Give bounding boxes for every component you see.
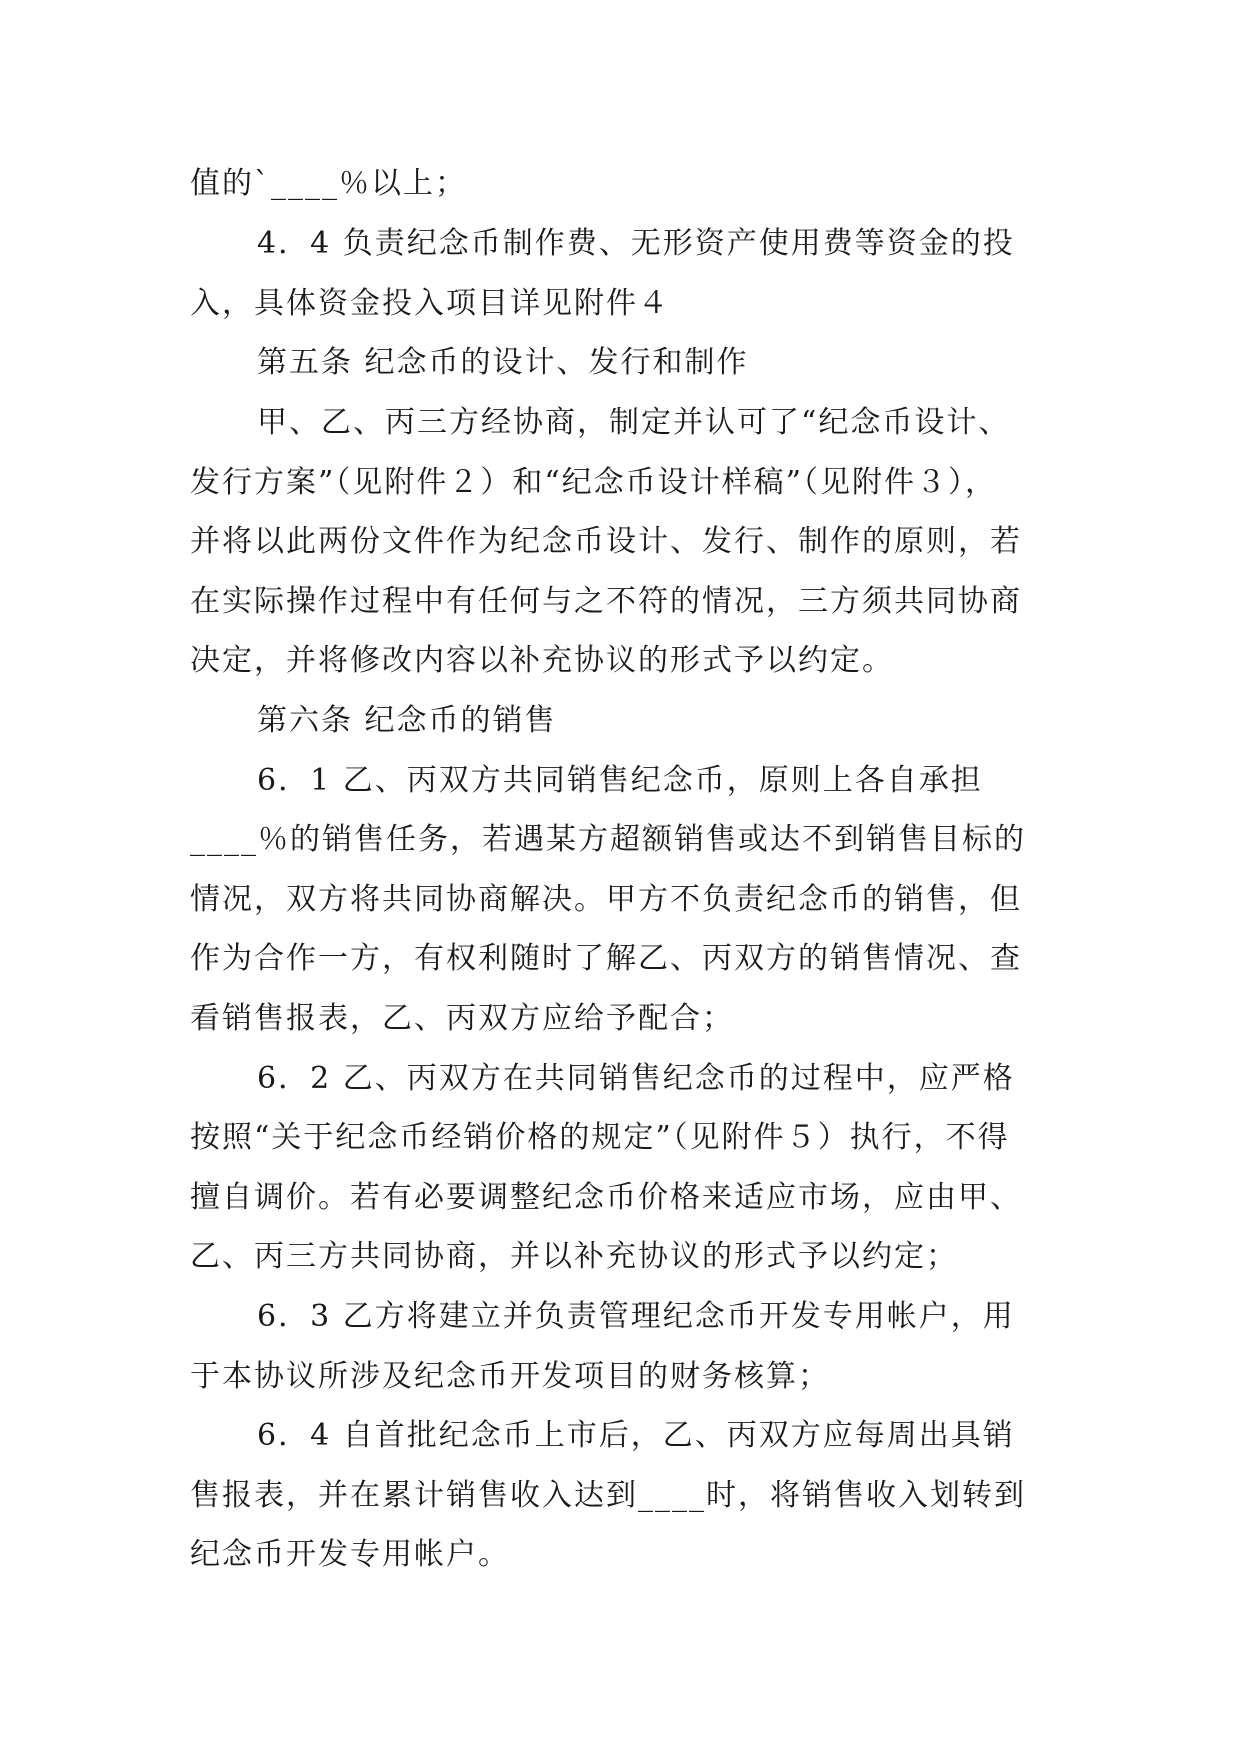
text-line: 值的`____％以上；: [190, 166, 467, 201]
text-line: 看销售报表，乙、丙双方应给予配合；: [190, 1001, 734, 1036]
text-line: 决定，并将修改内容以补充协议的形式予以约定。: [190, 643, 894, 678]
text-line: 在实际操作过程中有任何与之不符的情况，三方须共同协商: [190, 584, 1022, 619]
text-line: 发行方案”（见附件２）和“纪念币设计样稿”（见附件３），: [190, 465, 998, 500]
text-line: 6．1 乙、丙双方共同销售纪念币，原则上各自承担: [257, 763, 983, 798]
text-line: ____％的销售任务，若遇某方超额销售或达不到销售目标的: [190, 822, 1026, 857]
text-line: 4．4 负责纪念币制作费、无形资产使用费等资金的投: [257, 226, 1015, 261]
text-line: 并将以此两份文件作为纪念币设计、发行、制作的原则，若: [190, 524, 1022, 559]
text-line: 作为合作一方，有权利随时了解乙、丙双方的销售情况、查: [190, 941, 1022, 976]
text-line: 售报表，并在累计销售收入达到____时，将销售收入划转到: [190, 1478, 1026, 1513]
text-line: 于本协议所涉及纪念币开发项目的财务核算；: [190, 1359, 830, 1394]
text-line: 6．3 乙方将建立并负责管理纪念币开发专用帐户，用: [257, 1299, 1015, 1334]
text-line: 纪念币开发专用帐户。: [190, 1537, 510, 1572]
text-line: 按照“关于纪念币经销价格的规定”（见附件５）执行，不得: [190, 1120, 1010, 1155]
text-line: 擅自调价。若有必要调整纪念币价格来适应市场，应由甲、: [190, 1180, 1022, 1215]
text-line: 入，具体资金投入项目详见附件４: [190, 286, 670, 321]
section-heading: 第六条 纪念币的销售: [257, 703, 557, 738]
section-heading: 第五条 纪念币的设计、发行和制作: [257, 345, 749, 380]
text-line: 6．2 乙、丙双方在共同销售纪念币的过程中，应严格: [257, 1061, 1015, 1096]
text-line: 情况，双方将共同协商解决。甲方不负责纪念币的销售，但: [190, 882, 1022, 917]
text-line: 乙、丙三方共同协商，并以补充协议的形式予以约定；: [190, 1239, 958, 1274]
text-line: 6．4 自首批纪念币上市后，乙、丙双方应每周出具销: [257, 1418, 1015, 1453]
text-line: 甲、乙、丙三方经协商，制定并认可了“纪念币设计、: [257, 405, 1011, 440]
